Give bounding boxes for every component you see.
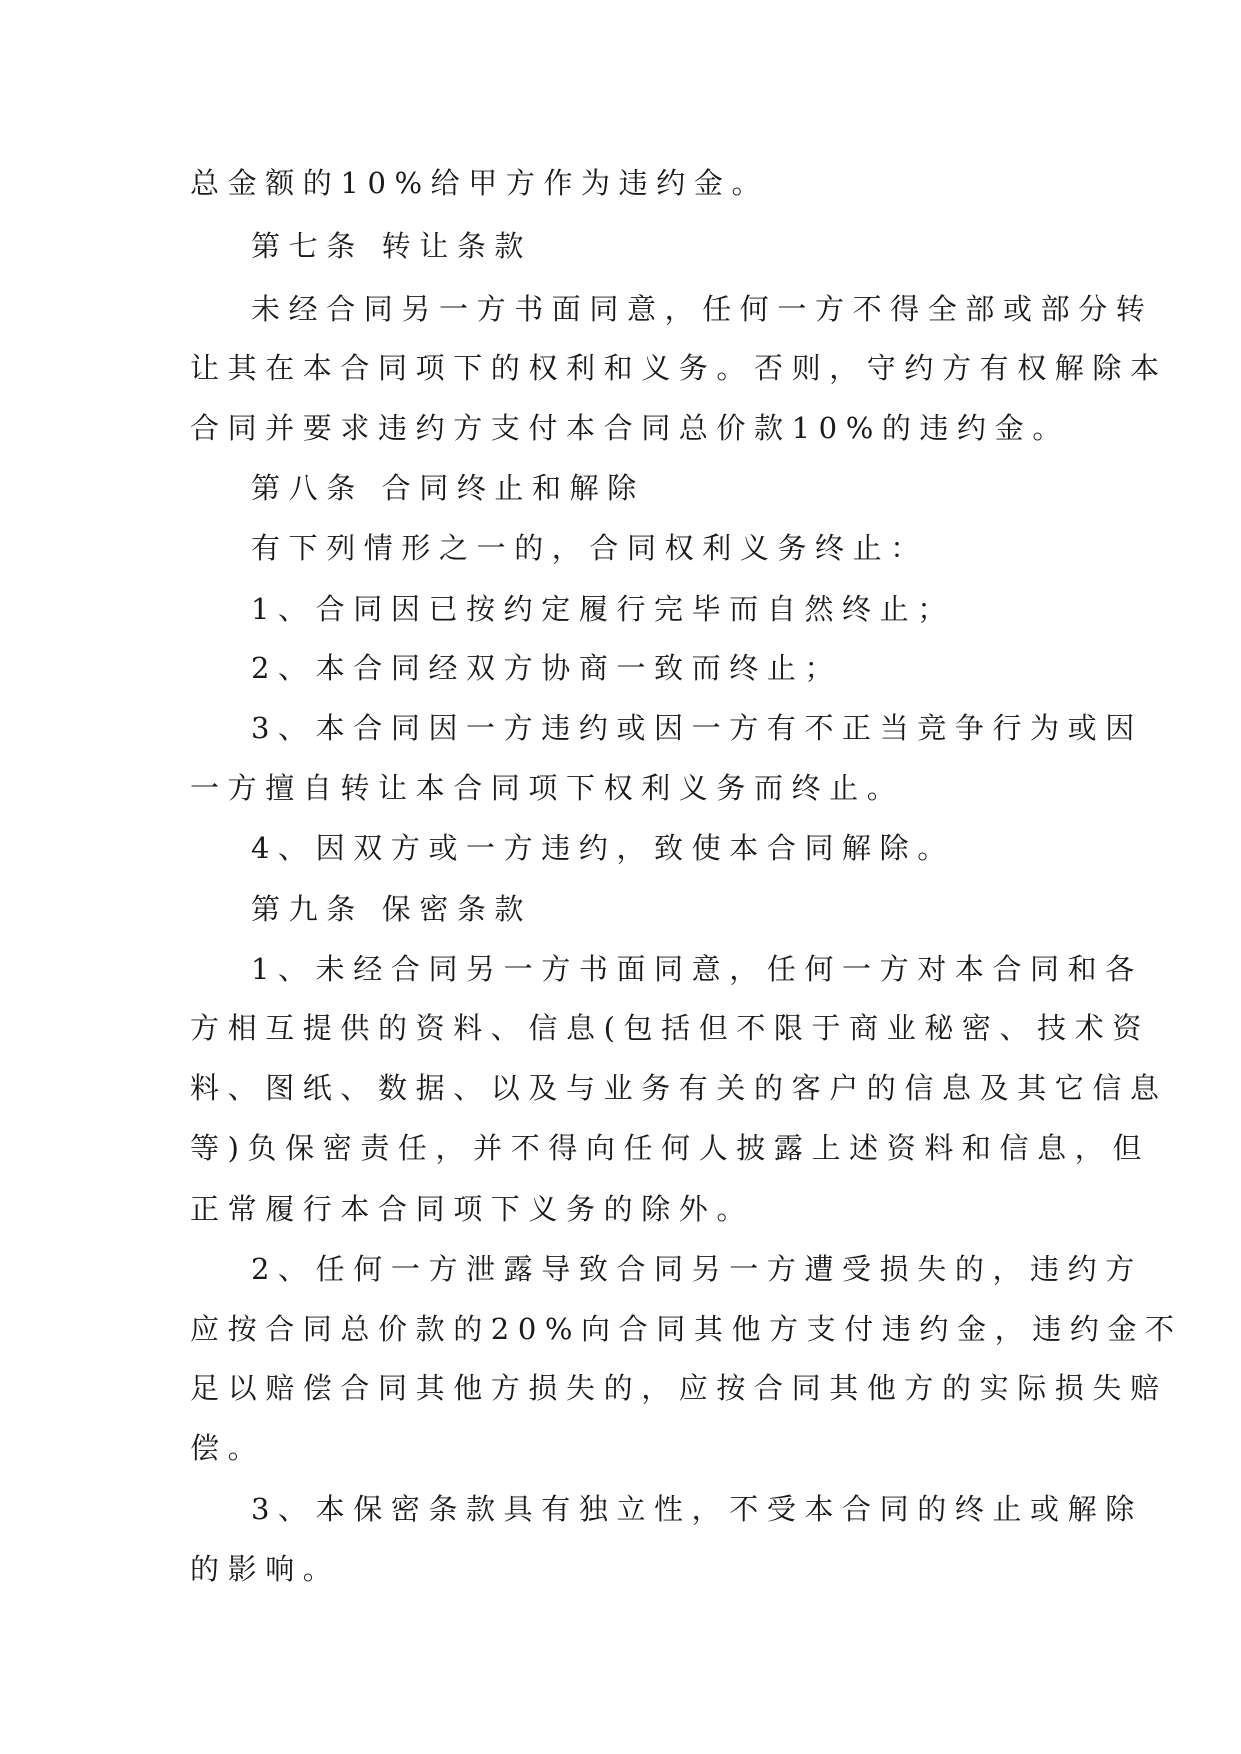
article-8-item-1: 1、合同因已按约定履行完毕而自然终止； [251, 592, 955, 626]
article-9-item-1-line-4: 等)负保密责任，并不得向任何人披露上述资料和信息，但 [190, 1131, 1150, 1165]
article-8-heading: 第八条 合同终止和解除 [251, 471, 645, 505]
article-8-item-2: 2、本合同经双方协商一致而终止； [251, 651, 843, 685]
article-9-item-3-line-1: 3、本保密条款具有独立性，不受本合同的终止或解除 [251, 1492, 1143, 1526]
article-8-item-4: 4、因双方或一方违约，致使本合同解除。 [251, 831, 955, 865]
article-9-item-2-line-4: 偿。 [190, 1431, 266, 1465]
article-7-heading: 第七条 转让条款 [251, 229, 533, 263]
article-9-item-1-line-2: 方相互提供的资料、信息(包括但不限于商业秘密、技术资 [190, 1011, 1150, 1045]
article-9-item-1-line-5: 正常履行本合同项下义务的除外。 [190, 1192, 755, 1226]
article-8-item-3-line-1: 3、本合同因一方违约或因一方有不正当竞争行为或因 [251, 711, 1143, 745]
article-9-heading: 第九条 保密条款 [251, 892, 533, 926]
article-9-item-2-line-1: 2、任何一方泄露导致合同另一方遭受损失的，违约方 [251, 1252, 1143, 1286]
article-9-item-1-line-1: 1、未经合同另一方书面同意，任何一方对本合同和各 [251, 952, 1143, 986]
article-9-item-2-line-3: 足以赔偿合同其他方损失的，应按合同其他方的实际损失赔 [190, 1371, 1168, 1405]
article-9-item-3-line-2: 的影响。 [190, 1552, 341, 1586]
article-9-item-2-line-2: 应按合同总价款的20%向合同其他方支付违约金，违约金不 [190, 1312, 1183, 1346]
article-8-item-3-line-2: 一方擅自转让本合同项下权利义务而终止。 [190, 771, 905, 805]
article-7-text-line-3: 合同并要求违约方支付本合同总价款10%的违约金。 [190, 411, 1070, 445]
article-8-intro: 有下列情形之一的，合同权利义务终止： [251, 531, 928, 565]
clause-6-continuation: 总金额的10%给甲方作为违约金。 [190, 166, 770, 200]
article-7-text-line-2: 让其在本合同项下的权利和义务。否则，守约方有权解除本 [190, 351, 1168, 385]
article-9-item-1-line-3: 料、图纸、数据、以及与业务有关的客户的信息及其它信息 [190, 1071, 1168, 1105]
article-7-text-line-1: 未经合同另一方书面同意，任何一方不得全部或部分转 [251, 292, 1154, 326]
